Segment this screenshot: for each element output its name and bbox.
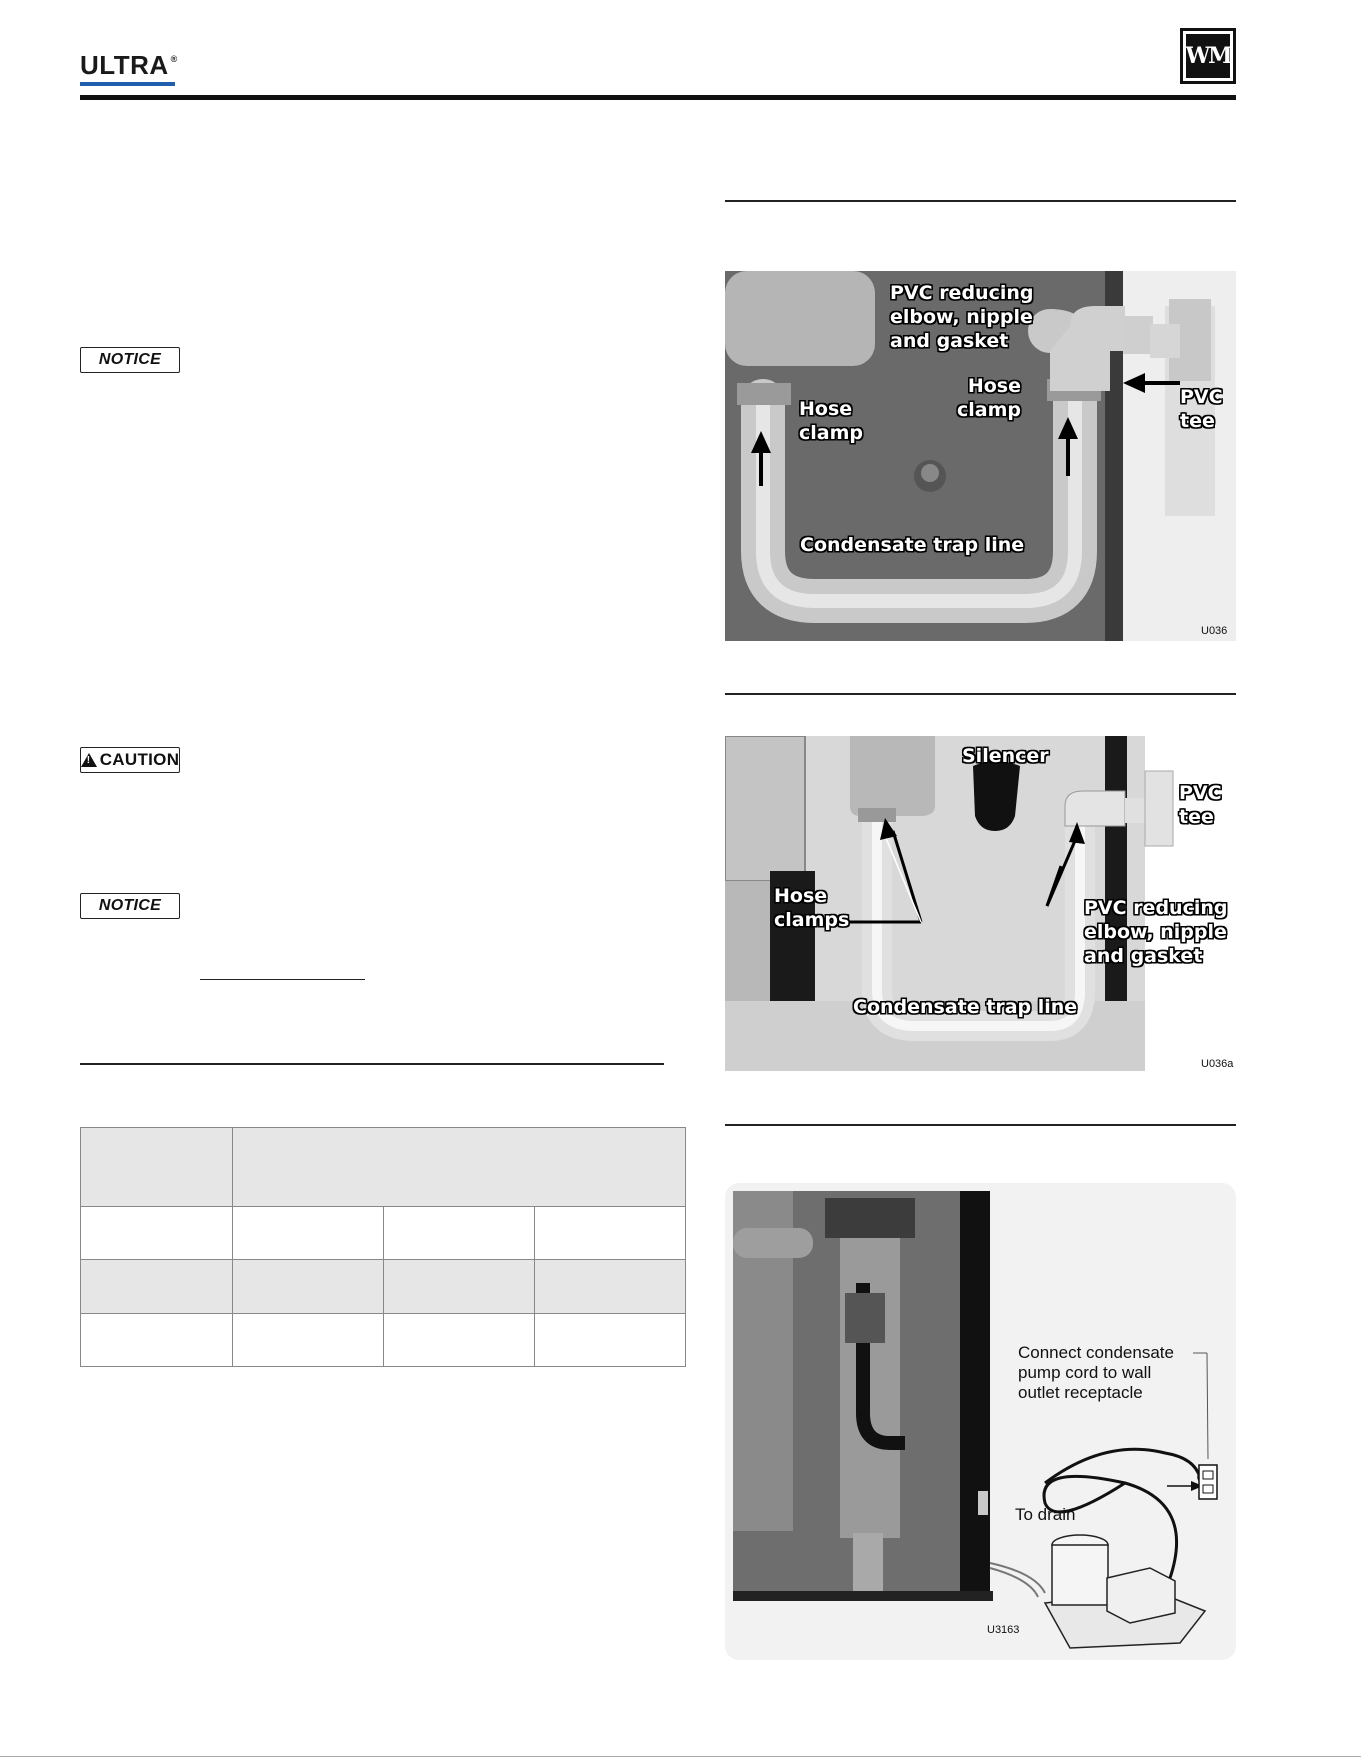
figure-3-condensate-pump (725, 1183, 1236, 1660)
figure-1-label-reducing-elbow: PVC reducing elbow, nipple and gasket (890, 282, 1034, 352)
left-section-rule (80, 1063, 664, 1065)
figure-1-label-hose-clamp-left: Hose clamp (799, 398, 863, 444)
table-cell (233, 1207, 384, 1260)
table-cell (535, 1207, 685, 1260)
figure-3-rule (725, 1124, 1236, 1126)
figure-3-label-to-drain: To drain (1015, 1505, 1076, 1524)
notice-badge-2 (80, 893, 180, 919)
data-table (80, 1127, 686, 1367)
table-cell (384, 1207, 535, 1260)
figure-1-condensate-trap (725, 271, 1236, 641)
figure-3-illustration (725, 1183, 1236, 1660)
reference-underline (200, 979, 365, 980)
notice-badge-1-label: NOTICE (98, 351, 162, 368)
table-header-cell-1 (81, 1128, 233, 1207)
figure-3-code: U3163 (987, 1624, 1020, 1636)
table-cell (384, 1314, 535, 1366)
header-rule (80, 95, 1236, 100)
table-cell (233, 1314, 384, 1366)
figure-2-label-silencer: Silencer (962, 745, 1049, 767)
figure-2-label-hose-clamps: Hose clamps (774, 885, 850, 931)
figure-2-label-pvc-tee: PVC tee (1179, 782, 1222, 828)
figure-3-label-connect: Connect condensate pump cord to wall outlet receptacle (1018, 1343, 1174, 1402)
figure-2-rule (725, 693, 1236, 695)
table-cell (233, 1260, 384, 1314)
footer-rule (0, 1756, 1361, 1757)
figure-1-label-hose-clamp-right: Hose clamp (957, 375, 1021, 421)
table-cell (81, 1207, 233, 1260)
warning-triangle-icon (81, 753, 97, 767)
figure-1-rule (725, 200, 1236, 202)
table-cell (535, 1260, 685, 1314)
figure-2-label-trap-line: Condensate trap line (853, 996, 1078, 1018)
caution-badge (80, 747, 180, 773)
table-cell (384, 1260, 535, 1314)
brand-logo (80, 50, 178, 81)
brand-underline (80, 82, 175, 86)
figure-1-label-trap-line: Condensate trap line (800, 534, 1025, 556)
logo-mark: WM (1186, 34, 1230, 78)
caution-badge-label: CAUTION (99, 750, 180, 769)
brand-name: ULTRA (80, 50, 169, 80)
notice-badge-1 (80, 347, 180, 373)
notice-badge-2-label: NOTICE (98, 897, 162, 914)
weil-mclain-logo (1180, 28, 1236, 84)
table-cell (535, 1314, 685, 1366)
table-cell (81, 1314, 233, 1366)
registered-mark: ® (170, 54, 178, 64)
figure-2-condensate-trap (725, 736, 1236, 1071)
figure-1-code: U036 (1201, 625, 1228, 637)
figure-2-code: U036a (1201, 1058, 1234, 1070)
figure-2-label-reducing-elbow: PVC reducing elbow, nipple and gasket (1084, 897, 1228, 967)
figure-1-label-pvc-tee: PVC tee (1180, 386, 1223, 432)
table-cell (81, 1260, 233, 1314)
table-header-cell-2 (233, 1128, 685, 1207)
